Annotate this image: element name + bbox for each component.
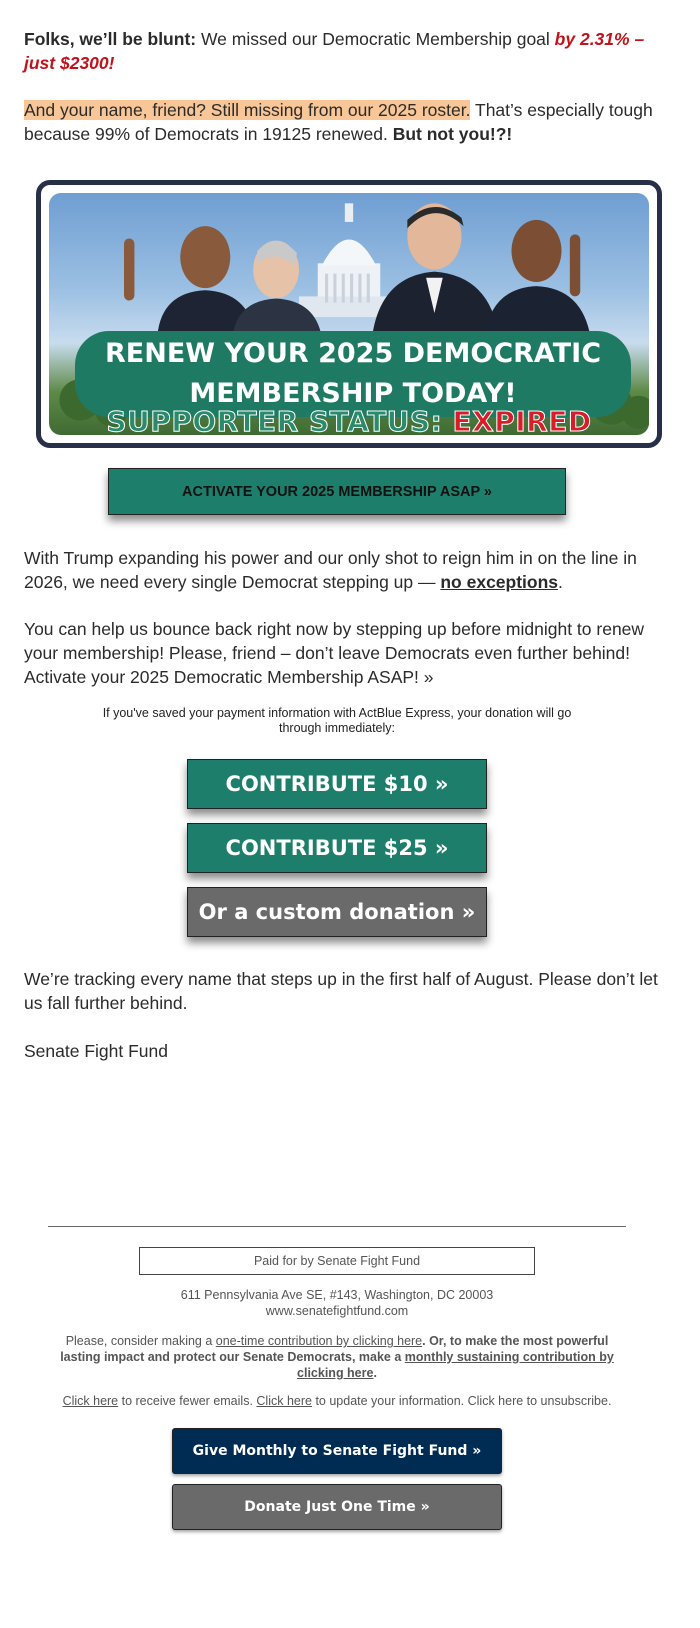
paid-for-disclaimer: Paid for by Senate Fight Fund xyxy=(139,1247,535,1275)
no-exceptions-emphasis: no exceptions xyxy=(440,572,559,592)
roster-paragraph xyxy=(24,98,664,146)
roster-bold-end: But not you!?! xyxy=(392,124,513,144)
signature: Senate Fight Fund xyxy=(24,1041,168,1061)
person-1-illustration xyxy=(124,226,255,336)
fewer-emails-link[interactable]: Click here xyxy=(62,1394,119,1408)
update-info-text: to update your information. Click here to unsubscribe. xyxy=(311,1394,612,1408)
intro-lead-bold: Folks, we’ll be blunt: xyxy=(24,29,197,49)
intro-paragraph xyxy=(24,27,664,75)
give-monthly-button[interactable]: Give Monthly to Senate Fight Fund » xyxy=(172,1428,502,1474)
capitol-dome-illustration xyxy=(299,203,399,317)
person-2-illustration xyxy=(232,241,322,338)
address-line: 611 Pennsylvania Ave SE, #143, Washington, DC 20003 xyxy=(180,1288,494,1302)
person-3-illustration xyxy=(372,203,499,337)
supporter-status xyxy=(49,405,649,435)
contribute-25-button[interactable]: CONTRIBUTE $25 » xyxy=(187,823,487,873)
hero-banner-line-2: MEMBERSHIP TODAY! xyxy=(189,378,517,409)
bounce-back-paragraph[interactable]: You can help us bounce back right now by stepping up before midnight to renew your membership! Please, friend – don’t leave Democrats even further behind! Activate your 2025 Democratic Membership ASAP! » xyxy=(24,619,645,687)
consider-mid: . Or, to make the most powerful lasting impact and protect our Senate Democrats, make a xyxy=(60,1334,609,1364)
actblue-express-note: If you've saved your payment information with ActBlue Express, your donation will go through immediately: xyxy=(102,706,572,735)
one-time-contribution-link[interactable]: one-time contribution by clicking here xyxy=(215,1334,423,1348)
footer-address xyxy=(60,1287,614,1319)
website-line: www.senatefightfund.com xyxy=(265,1304,409,1318)
consider-end: . xyxy=(373,1366,377,1380)
hero-image-link[interactable] xyxy=(36,180,662,448)
monthly-contribution-link[interactable]: monthly sustaining contribution by clicking here xyxy=(297,1350,614,1380)
fewer-emails-text: to receive fewer emails. xyxy=(118,1394,257,1408)
supporter-status-label: SUPPORTER STATUS: xyxy=(106,405,453,435)
footer-divider xyxy=(48,1226,626,1227)
trump-text: With Trump expanding his power and our only shot to reign him in on the line in 2026, we need every single Democrat stepping up — xyxy=(24,548,637,592)
supporter-status-value: EXPIRED xyxy=(452,405,592,435)
update-info-link[interactable]: Click here xyxy=(256,1394,312,1408)
tracking-paragraph: We’re tracking every name that steps up in the first half of August. Please don’t let us fall further behind. xyxy=(24,969,658,1013)
roster-highlight: And your name, friend? Still missing from our 2025 roster. xyxy=(24,100,471,120)
hero-banner-line-1: RENEW YOUR 2025 DEMOCRATIC xyxy=(104,338,602,369)
trump-end: . xyxy=(558,572,563,592)
consider-prefix: Please, consider making a xyxy=(65,1334,216,1348)
person-4-illustration xyxy=(484,220,590,338)
intro-lead-text: We missed our Democratic Membership goal xyxy=(196,29,555,49)
hero-image xyxy=(49,193,649,435)
footer-contribute-note xyxy=(60,1333,614,1381)
custom-donation-button[interactable]: Or a custom donation » xyxy=(187,887,487,937)
donate-one-time-button[interactable]: Donate Just One Time » xyxy=(172,1484,502,1530)
activate-membership-button[interactable]: ACTIVATE YOUR 2025 MEMBERSHIP ASAP » xyxy=(108,468,566,515)
intro-goal-miss: by 2.31% – just $2300! xyxy=(24,29,645,73)
roster-text: That’s especially tough because 99% of Democrats in 19125 renewed. xyxy=(24,100,653,144)
footer-email-prefs xyxy=(60,1393,614,1409)
trump-paragraph xyxy=(24,546,664,594)
contribute-10-button[interactable]: CONTRIBUTE $10 » xyxy=(187,759,487,809)
